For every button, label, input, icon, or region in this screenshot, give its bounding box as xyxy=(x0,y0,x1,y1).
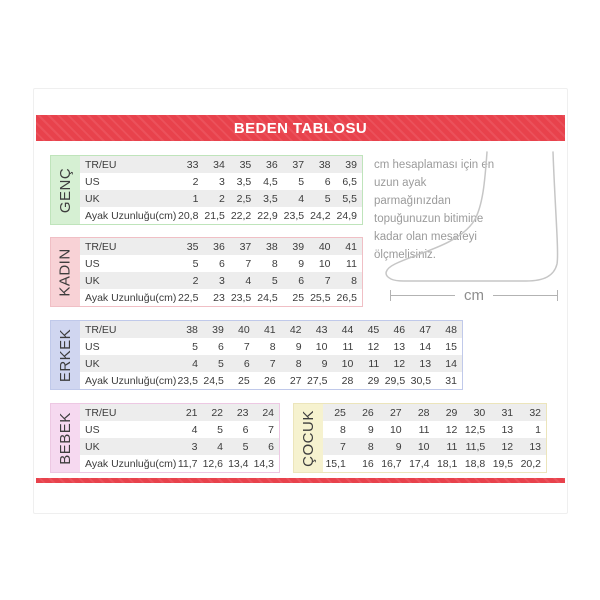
size-cell: 23 xyxy=(213,291,225,304)
size-cell: 4 xyxy=(298,192,305,205)
size-cell: 30 xyxy=(473,406,486,419)
size-cell: 7 xyxy=(243,340,250,353)
size-cell: 18,8 xyxy=(464,457,486,470)
size-cell: 36 xyxy=(266,158,278,171)
size-cell: 9 xyxy=(367,423,374,436)
size-cell: 11 xyxy=(342,340,354,353)
size-cell: 11 xyxy=(418,423,430,436)
size-cell: 39 xyxy=(212,323,224,336)
table-row xyxy=(80,272,362,289)
size-cell: 3,5 xyxy=(236,175,252,188)
section-label-bebek xyxy=(51,404,80,472)
row-header: TR/EU xyxy=(85,406,117,419)
row-header: UK xyxy=(85,274,100,287)
size-cell: 6,5 xyxy=(342,175,357,188)
table-row xyxy=(80,455,279,472)
size-cell: 11,5 xyxy=(465,440,486,453)
size-cell: 3 xyxy=(191,440,198,453)
size-cell: 12 xyxy=(501,440,514,453)
size-cell: 5 xyxy=(271,274,278,287)
size-cell: 46 xyxy=(393,323,406,336)
table-row xyxy=(80,372,462,389)
section-label-erkek xyxy=(51,321,80,389)
table-rows xyxy=(80,156,362,224)
row-header: UK xyxy=(85,357,100,370)
measure-line-right xyxy=(493,295,557,296)
size-cell: 3 xyxy=(219,175,225,188)
size-cell: 27 xyxy=(389,406,402,419)
section-label-kadin xyxy=(51,238,80,306)
size-cell: 14 xyxy=(419,340,432,353)
size-cell: 6 xyxy=(242,423,249,436)
row-header: TR/EU xyxy=(85,158,117,171)
size-cell: 36 xyxy=(213,240,225,253)
size-cell: 12 xyxy=(367,340,380,353)
size-table-kadin xyxy=(50,237,363,307)
size-cell: 26 xyxy=(263,374,276,387)
size-table-bebek xyxy=(50,403,280,473)
table-row xyxy=(80,156,362,173)
size-cell: 7 xyxy=(268,423,274,436)
size-cell: 31 xyxy=(445,374,457,387)
size-cell: 10 xyxy=(389,423,402,436)
section-label-text: GENÇ xyxy=(57,167,74,213)
row-header: US xyxy=(85,175,100,188)
size-cell: 45 xyxy=(367,323,380,336)
table-row xyxy=(80,355,462,372)
size-cell: 24,5 xyxy=(257,291,278,304)
size-cell: 22,9 xyxy=(257,209,278,222)
size-cell: 25,5 xyxy=(310,291,331,304)
table-row xyxy=(80,173,362,190)
size-cell: 22,5 xyxy=(177,291,199,304)
size-cell: 10 xyxy=(318,257,331,270)
foot-icon xyxy=(380,148,565,288)
size-cell: 23,5 xyxy=(283,209,305,222)
size-cell: 2 xyxy=(219,192,225,205)
size-cell: 6 xyxy=(324,175,331,188)
size-cell: 34 xyxy=(213,158,225,171)
size-cell: 4 xyxy=(217,440,223,453)
size-cell: 41 xyxy=(263,323,276,336)
size-cell: 38 xyxy=(186,323,198,336)
size-cell: 11 xyxy=(346,257,357,270)
size-cell: 22,2 xyxy=(230,209,252,222)
row-header: US xyxy=(85,423,100,436)
table-row xyxy=(80,404,279,421)
size-cell: 10 xyxy=(341,357,354,370)
row-header: Ayak Uzunluğu(cm) xyxy=(85,374,177,387)
size-cell: 27 xyxy=(289,374,302,387)
size-cell: 24,5 xyxy=(203,374,224,387)
size-cell: 12,5 xyxy=(464,423,486,436)
table-row xyxy=(80,438,279,455)
table-row xyxy=(323,404,546,421)
table-row xyxy=(80,421,279,438)
size-cell: 6 xyxy=(268,440,274,453)
size-cell: 23 xyxy=(236,406,249,419)
table-rows xyxy=(80,321,462,389)
size-cell: 35 xyxy=(186,240,199,253)
table-row xyxy=(80,255,362,272)
size-cell: 4,5 xyxy=(263,175,278,188)
table-rows xyxy=(80,404,279,472)
size-cell: 22 xyxy=(211,406,223,419)
size-cell: 6 xyxy=(217,340,224,353)
size-cell: 17,4 xyxy=(409,457,430,470)
size-cell: 14 xyxy=(445,357,457,370)
size-cell: 16 xyxy=(362,457,374,470)
measure-line-left xyxy=(391,295,455,296)
size-cell: 4 xyxy=(192,357,198,370)
size-cell: 10 xyxy=(417,440,430,453)
size-cell: 30,5 xyxy=(410,374,432,387)
size-cell: 7 xyxy=(269,357,276,370)
size-cell: 8 xyxy=(271,257,278,270)
measurement-instructions: cm hesaplaması için en uzun ayak parmağınızdan topuğunuzun bitimine kadar olan mesafeyi ölçmelisiniz. xyxy=(374,159,495,261)
footer-bar xyxy=(36,478,565,483)
size-cell: 5 xyxy=(217,423,223,436)
size-cell: 7 xyxy=(340,440,346,453)
table-row xyxy=(323,421,546,438)
row-header: US xyxy=(85,340,100,353)
size-cell: 4 xyxy=(191,423,198,436)
size-cell: 21 xyxy=(185,406,198,419)
size-cell: 5 xyxy=(298,175,305,188)
size-cell: 14,3 xyxy=(253,457,274,470)
section-label-text: BEBEK xyxy=(57,411,74,465)
size-cell: 23,5 xyxy=(230,291,252,304)
size-cell: 37 xyxy=(292,158,305,171)
size-cell: 20,2 xyxy=(520,457,541,470)
foot-outline-illustration xyxy=(380,148,565,288)
row-header: Ayak Uzunluğu(cm) xyxy=(85,209,177,222)
size-cell: 28 xyxy=(417,406,430,419)
size-cell: 1 xyxy=(192,192,199,205)
section-label-genc xyxy=(51,156,80,224)
size-cell: 9 xyxy=(295,340,302,353)
row-header: UK xyxy=(85,440,100,453)
size-cell: 3,5 xyxy=(263,192,278,205)
size-cell: 6 xyxy=(243,357,250,370)
row-header: US xyxy=(85,257,100,270)
size-cell: 33 xyxy=(186,158,199,171)
size-table-genc xyxy=(50,155,363,225)
size-cell: 32 xyxy=(529,406,541,419)
size-cell: 27,5 xyxy=(307,374,328,387)
size-cell: 21,5 xyxy=(204,209,225,222)
size-cell: 39 xyxy=(345,158,357,171)
size-cell: 24,9 xyxy=(336,209,357,222)
size-cell: 24 xyxy=(262,406,274,419)
table-row xyxy=(323,455,546,472)
size-cell: 2,5 xyxy=(236,192,252,205)
size-cell: 26,5 xyxy=(336,291,357,304)
size-cell: 25 xyxy=(238,374,250,387)
page-title: BEDEN TABLOSU xyxy=(233,119,368,137)
size-cell: 13 xyxy=(419,357,432,370)
size-cell: 12 xyxy=(393,357,406,370)
size-cell: 48 xyxy=(445,323,457,336)
size-cell: 11,7 xyxy=(177,457,198,470)
size-cell: 38 xyxy=(318,158,331,171)
size-cell: 5 xyxy=(324,192,331,205)
size-cell: 6 xyxy=(298,274,305,287)
size-cell: 47 xyxy=(419,323,432,336)
row-header: Ayak Uzunluğu(cm) xyxy=(85,457,177,470)
size-cell: 24,2 xyxy=(310,209,331,222)
size-cell: 16,7 xyxy=(381,457,402,470)
size-cell: 25 xyxy=(334,406,346,419)
size-cell: 25 xyxy=(292,291,305,304)
size-cell: 40 xyxy=(238,323,250,336)
size-cell: 20,8 xyxy=(177,209,199,222)
size-cell: 1 xyxy=(535,423,541,436)
table-row xyxy=(323,438,546,455)
section-label-text: KADIN xyxy=(57,247,74,297)
size-cell: 11 xyxy=(368,357,380,370)
size-cell: 5 xyxy=(192,340,198,353)
size-cell: 26 xyxy=(362,406,374,419)
table-row xyxy=(80,190,362,207)
size-cell: 2 xyxy=(192,175,199,188)
size-cell: 28 xyxy=(341,374,354,387)
section-label-text: ÇOCUK xyxy=(300,409,318,467)
size-cell: 13 xyxy=(393,340,406,353)
size-cell: 8 xyxy=(367,440,374,453)
size-cell: 19,5 xyxy=(492,457,514,470)
size-cell: 5 xyxy=(217,357,224,370)
size-cell: 9 xyxy=(298,257,305,270)
table-row xyxy=(80,289,362,306)
size-cell: 41 xyxy=(345,240,357,253)
header-bar xyxy=(36,115,565,141)
table-row xyxy=(80,238,362,255)
size-cell: 39 xyxy=(292,240,305,253)
size-cell: 35 xyxy=(239,158,252,171)
size-cell: 13,4 xyxy=(228,457,249,470)
size-cell: 10 xyxy=(315,340,328,353)
size-table-erkek xyxy=(50,320,463,390)
size-cell: 7 xyxy=(245,257,252,270)
section-label-cocuk xyxy=(294,404,323,472)
size-cell: 38 xyxy=(266,240,278,253)
size-cell: 5 xyxy=(192,257,199,270)
size-cell: 31 xyxy=(501,406,514,419)
size-cell: 29,5 xyxy=(384,374,406,387)
size-cell: 8 xyxy=(295,357,302,370)
size-cell: 29 xyxy=(445,406,458,419)
size-cell: 15 xyxy=(445,340,457,353)
size-cell: 23,5 xyxy=(177,374,198,387)
size-cell: 2 xyxy=(192,274,199,287)
table-row xyxy=(80,207,362,224)
table-rows xyxy=(323,404,546,472)
size-cell: 40 xyxy=(318,240,331,253)
size-cell: 12 xyxy=(445,423,458,436)
size-cell: 43 xyxy=(315,323,328,336)
size-cell: 8 xyxy=(340,423,346,436)
measure-unit-label: cm xyxy=(464,286,484,304)
size-cell: 29 xyxy=(367,374,380,387)
row-header: TR/EU xyxy=(85,323,117,336)
size-cell: 13 xyxy=(501,423,514,436)
row-header: UK xyxy=(85,192,100,205)
measure-tick-right xyxy=(557,290,558,301)
row-header: Ayak Uzunluğu(cm) xyxy=(85,291,177,304)
size-cell: 15,1 xyxy=(325,457,346,470)
section-label-text: ERKEK xyxy=(57,328,75,382)
size-cell: 5,5 xyxy=(342,192,357,205)
size-cell: 12,6 xyxy=(202,457,223,470)
table-row xyxy=(80,338,462,355)
size-cell: 18,1 xyxy=(436,457,458,470)
table-row xyxy=(80,321,462,338)
size-cell: 42 xyxy=(289,323,302,336)
size-cell: 3 xyxy=(219,274,225,287)
size-cell: 9 xyxy=(321,357,328,370)
size-cell: 8 xyxy=(351,274,357,287)
size-cell: 4 xyxy=(245,274,252,287)
size-table-cocuk xyxy=(293,403,547,473)
row-header: TR/EU xyxy=(85,240,117,253)
size-cell: 9 xyxy=(395,440,402,453)
size-cell: 6 xyxy=(219,257,225,270)
size-cell: 37 xyxy=(239,240,252,253)
size-cell: 13 xyxy=(529,440,541,453)
size-cell: 11 xyxy=(446,440,458,453)
size-cell: 5 xyxy=(242,440,249,453)
size-cell: 44 xyxy=(341,323,354,336)
size-cell: 7 xyxy=(324,274,331,287)
measurement-line xyxy=(390,288,558,302)
table-rows xyxy=(80,238,362,306)
size-cell: 8 xyxy=(269,340,276,353)
